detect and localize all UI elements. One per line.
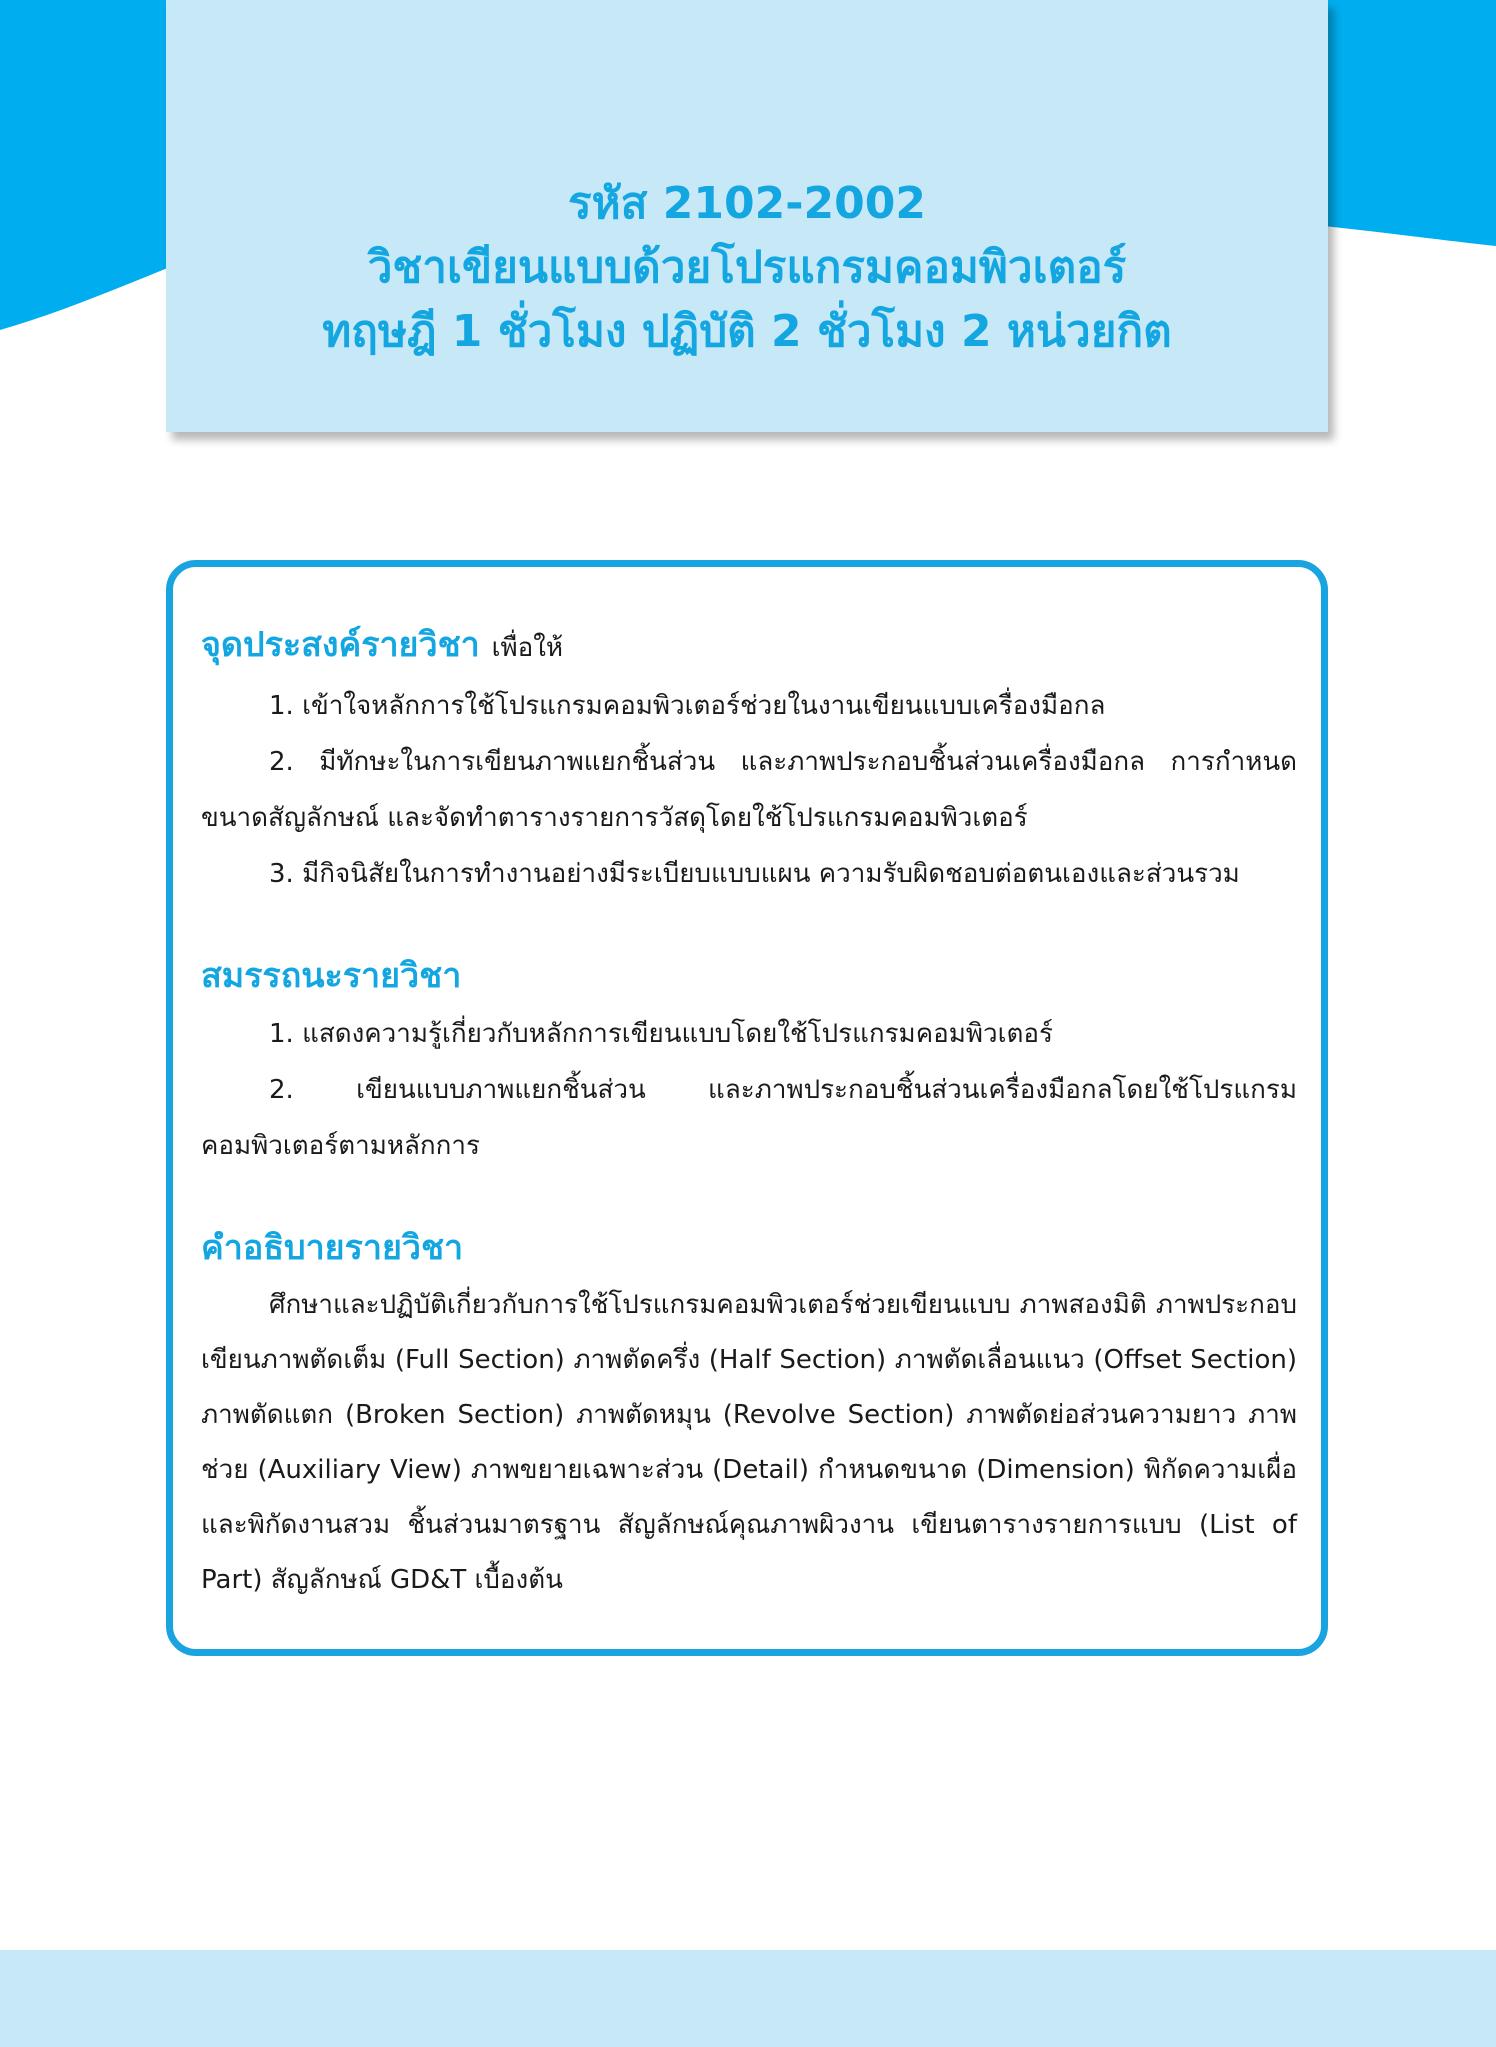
objective-item: 3. มีกิจนิสัยในการทำงานอย่างมีระเบียบแบบแผน ความรับผิดชอบต่อตนเองและส่วนรวม	[269, 859, 1240, 889]
description-section	[201, 1222, 1297, 1608]
course-code: รหัส 2102-2002	[568, 178, 926, 229]
objectives-suffix: เพื่อให้	[491, 633, 564, 663]
course-hours: ทฤษฎี 1 ชั่วโมง ปฏิบัติ 2 ชั่วโมง 2 หน่วยกิต	[322, 306, 1172, 357]
course-info-box	[166, 560, 1328, 1656]
objective-item: 2. มีทักษะในการเขียนภาพแยกชิ้นส่วน และภาพประกอบชิ้นส่วนเครื่องมือกล การกำหนดขนาดสัญลักษณ์ และจัดทำตารางรายการวัสดุโดยใช้โปรแกรมคอมพิวเตอร์	[201, 747, 1297, 833]
footer-band	[0, 1950, 1496, 2047]
course-subject: วิชาเขียนแบบด้วยโปรแกรมคอมพิวเตอร์	[367, 242, 1127, 293]
description-title: คำอธิบายรายวิชา	[201, 1228, 464, 1268]
objectives-section	[201, 619, 1297, 902]
competency-item: 2. เขียนแบบภาพแยกชิ้นส่วน และภาพประกอบชิ้นส่วนเครื่องมือกลโดยใช้โปรแกรมคอมพิวเตอร์ตามหลักการ	[201, 1075, 1297, 1161]
competencies-section	[201, 950, 1297, 1174]
course-header-card	[166, 0, 1328, 432]
competencies-title: สมรรถนะรายวิชา	[201, 956, 462, 996]
objectives-title: จุดประสงค์รายวิชา	[201, 625, 480, 665]
objectives-heading	[201, 619, 1297, 674]
objective-item: 1. เข้าใจหลักการใช้โปรแกรมคอมพิวเตอร์ช่วยในงานเขียนแบบเครื่องมือกล	[269, 691, 1106, 721]
description-text: ศึกษาและปฏิบัติเกี่ยวกับการใช้โปรแกรมคอมพิวเตอร์ช่วยเขียนแบบ ภาพสองมิติ ภาพประกอบ เขียนภาพตัดเต็ม (Full Section) ภาพตัดครึ่ง (Half Section) ภาพตัดเลื่อนแนว (Offset Section) ภาพตัดแตก (Broken Section) ภาพตัดหมุน (Revolve Section) ภาพตัดย่อส่วนความยาว ภาพช่วย (Auxiliary View) ภาพขยายเฉพาะส่วน (Detail) กำหนดขนาด (Dimension) พิกัดความเผื่อ และพิกัดงานสวม ชิ้นส่วนมาตรฐาน สัญลักษณ์คุณภาพผิวงาน เขียนตารางรายการแบบ (List of Part) สัญลักษณ์ GD&T เบื้องต้น	[201, 1290, 1297, 1595]
competency-item: 1. แสดงความรู้เกี่ยวกับหลักการเขียนแบบโดยใช้โปรแกรมคอมพิวเตอร์	[269, 1019, 1053, 1049]
